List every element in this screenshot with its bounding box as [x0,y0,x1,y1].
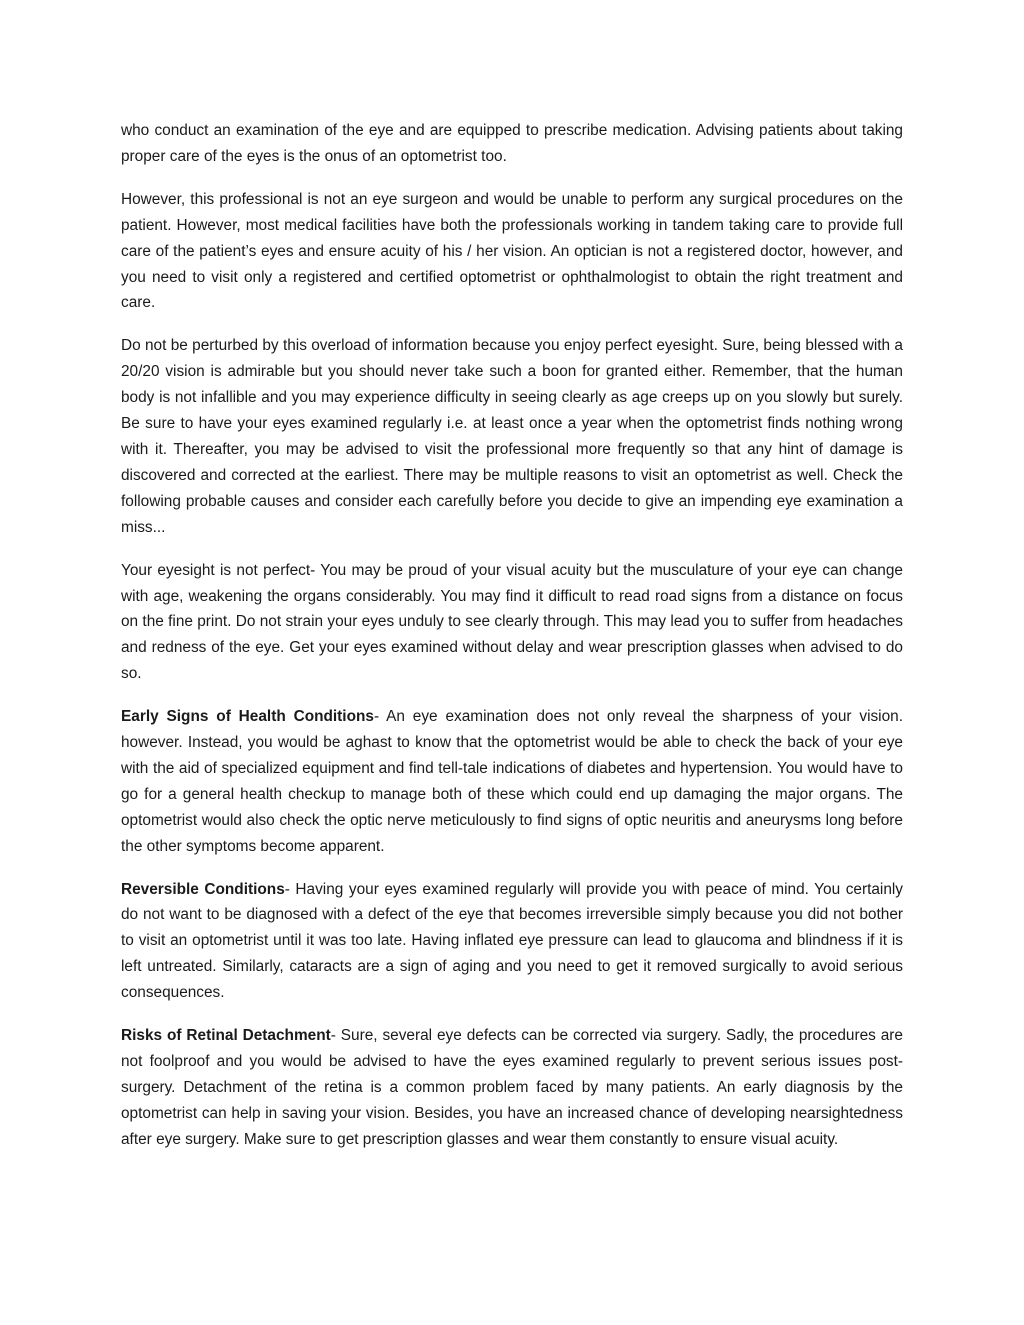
paragraph-text: - Having your eyes examined regularly will provide you with peace of mind. You certainly do not want to be diagnosed with a defect of the eye that becomes irreversible simply because you did not bother to visit an optometrist until it was too late. Having inflated eye pressure can lead to glaucoma and blindness if it is left untreated. Similarly, cataracts are a sign of aging and you need to get it removed surgically to avoid serious consequences. [121,880,903,1002]
section-heading: Risks of Retinal Detachment [121,1027,331,1045]
paragraph-1 [121,118,903,170]
paragraph-text: Your eyesight is not perfect- You may be proud of your visual acuity but the musculature of your eye can change with age, weakening the organs considerably. You may find it difficult to read road signs from a distance on focus on the fine print. Do not strain your eyes unduly to see clearly through. This may lead you to suffer from headaches and redness of the eye. Get your eyes examined without delay and wear prescription glasses when advised to do so. [121,561,903,683]
paragraph-text: who conduct an examination of the eye and are equipped to prescribe medication. Advising patients about taking proper care of the eyes is the onus of an optometrist too. [121,122,903,165]
section-reversible-conditions [121,877,903,1007]
section-retinal-detachment [121,1023,903,1153]
paragraph-text: Do not be perturbed by this overload of information because you enjoy perfect eyesight. Sure, being blessed with a 20/20 vision is admirable but you should never take such a boon for granted either. Remember, that the human body is not infallible and you may experience difficulty in seeing clearly as age creeps up on you slowly but surely. Be sure to have your eyes examined regularly i.e. at least once a year when the optometrist finds nothing wrong with it. Thereafter, you may be advised to visit the professional more frequently so that any hint of damage is discovered and corrected at the earliest. There may be multiple reasons to visit an optometrist as well. Check the following probable causes and consider each carefully before you decide to give an impending eye examination a miss... [121,337,903,536]
paragraph-text: - Sure, several eye defects can be corrected via surgery. Sadly, the procedures are not foolproof and you would be advised to have the eyes examined regularly to prevent serious issues post-surgery. Detachment of the retina is a common problem faced by many patients. An early diagnosis by the optometrist can help in saving your vision. Besides, you have an increased chance of developing nearsightedness after eye surgery. Make sure to get prescription glasses and wear them constantly to ensure visual acuity. [121,1027,903,1148]
section-heading: Early Signs of Health Conditions [121,708,374,726]
paragraph-2 [121,187,903,317]
paragraph-text: However, this professional is not an eye surgeon and would be unable to perform any surgical procedures on the patient. However, most medical facilities have both the professionals working in tandem taking care to provide full care of the patient’s eyes and ensure acuity of his / her vision. An optician is not a registered doctor, however, and you need to visit only a registered and certified optometrist or ophthalmologist to obtain the right treatment and care. [121,190,903,312]
paragraph-3 [121,333,903,540]
section-early-signs [121,704,903,859]
document-page [121,118,903,1170]
section-heading: Reversible Conditions [121,880,285,898]
paragraph-text: - An eye examination does not only reveal the sharpness of your vision. however. Instead, you would be aghast to know that the optometrist would be able to check the back of your eye with the aid of specialized equipment and find tell-tale indications of diabetes and hypertension. You would have to go for a general health checkup to manage both of these which could end up damaging the major organs. The optometrist would also check the optic nerve meticulously to find signs of optic neuritis and aneurysms long before the other symptoms become apparent. [121,708,903,855]
paragraph-4 [121,558,903,688]
